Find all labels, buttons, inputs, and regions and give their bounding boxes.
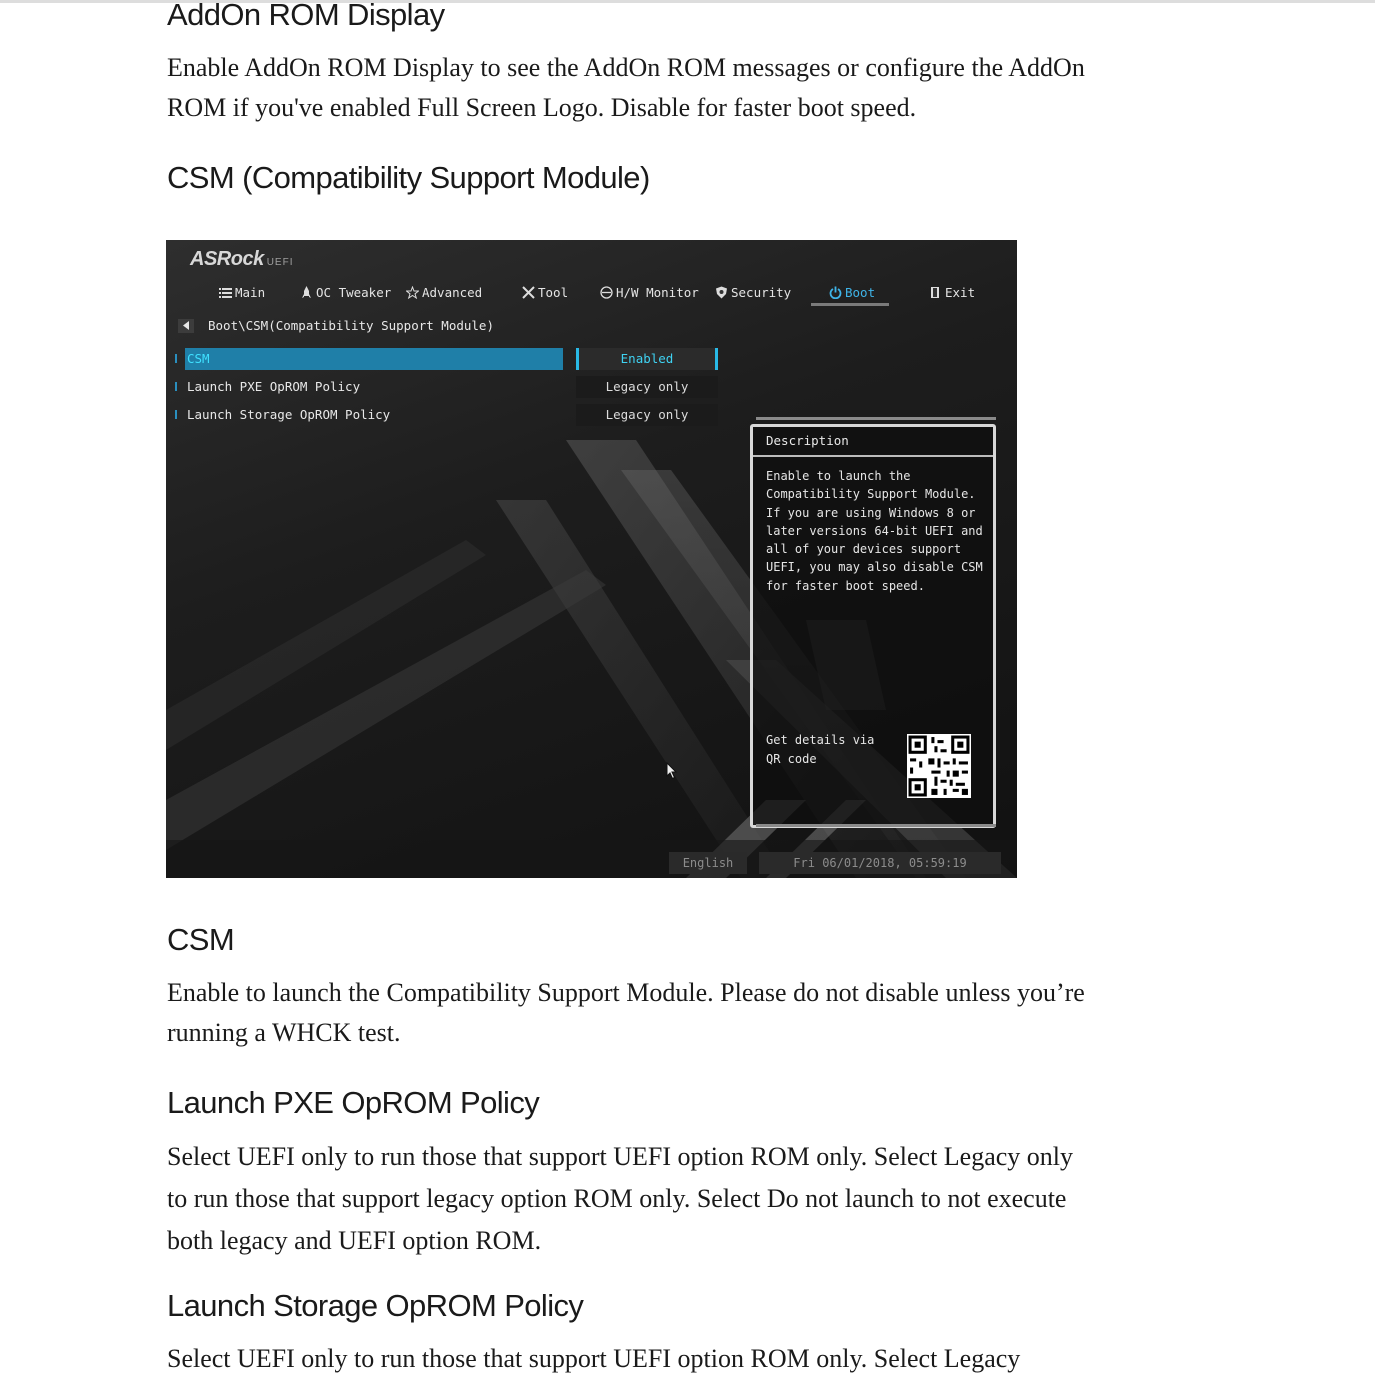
tab-tool[interactable]: [522, 282, 568, 302]
setting-pxe-oprom-value[interactable]: Legacy only: [576, 376, 718, 398]
section-heading-storage-oprom: Launch Storage OpROM Policy: [167, 1288, 584, 1323]
active-tab-indicator: [811, 303, 889, 306]
bios-tab-bar: [166, 282, 1017, 302]
brand-suffix: UEFI: [266, 257, 294, 268]
setting-storage-oprom-value[interactable]: Legacy only: [576, 404, 718, 426]
row-marker: [175, 410, 177, 419]
tab-main[interactable]: [219, 282, 265, 302]
tab-security-label: Security: [731, 284, 792, 300]
tab-exit-label: Exit: [945, 284, 976, 300]
star-icon: [406, 286, 419, 299]
row-marker: [175, 382, 177, 391]
power-icon: [829, 286, 842, 299]
shield-icon: [715, 286, 728, 299]
back-button[interactable]: [178, 319, 194, 333]
tab-boot[interactable]: [829, 282, 875, 302]
tab-security[interactable]: [715, 282, 791, 302]
mouse-cursor-icon: [666, 762, 678, 780]
monitor-icon: [600, 286, 613, 299]
row-marker: [175, 354, 177, 363]
tab-oc-tweaker[interactable]: [300, 282, 391, 302]
section-body-storage-oprom: Select UEFI only to run those that support UEFI option ROM only. Select Legacy: [167, 1344, 1021, 1373]
section-body-addon-rom: Enable AddOn ROM Display to see the AddOn ROM messages or configure the AddOn ROM if you've enabled Full Screen Logo. Disable for faster boot speed.: [167, 53, 1085, 122]
description-frame-top: [756, 417, 996, 420]
tab-boot-label: Boot: [845, 284, 876, 300]
setting-storage-oprom-label[interactable]: Launch Storage OpROM Policy: [187, 407, 391, 422]
description-frame-bottom: [756, 824, 996, 827]
description-title: Description: [766, 433, 849, 448]
rocket-icon: [300, 286, 313, 299]
brand-name: ASRock: [190, 248, 264, 270]
asrock-logo: [190, 248, 293, 271]
bios-screenshot: [166, 240, 1017, 878]
section-body-csm: Enable to launch the Compatibility Support Module. Please do not disable unless you’re running a WHCK test.: [167, 978, 1085, 1047]
breadcrumb-path: Boot\CSM(Compatibility Support Module): [208, 318, 494, 333]
tab-hw-monitor-label: H/W Monitor: [616, 284, 699, 300]
section-heading-csm-module: CSM (Compatibility Support Module): [167, 160, 650, 195]
tab-tool-label: Tool: [538, 284, 569, 300]
description-divider: [753, 455, 993, 457]
section-heading-addon-rom: AddOn ROM Display: [167, 0, 445, 32]
section-heading-pxe-oprom: Launch PXE OpROM Policy: [167, 1085, 540, 1120]
date-time-display: Fri 06/01/2018, 05:59:19: [759, 852, 1001, 874]
tab-advanced-label: Advanced: [422, 284, 483, 300]
breadcrumb: [178, 318, 494, 333]
back-arrow-icon: [182, 321, 190, 330]
tab-hw-monitor[interactable]: [600, 282, 699, 302]
tab-exit[interactable]: [929, 282, 975, 302]
setting-csm-value[interactable]: Enabled: [576, 348, 718, 370]
language-selector[interactable]: English: [669, 852, 747, 874]
exit-icon: [929, 286, 942, 299]
list-icon: [219, 286, 232, 299]
tab-advanced[interactable]: [406, 282, 482, 302]
tab-main-label: Main: [235, 284, 266, 300]
section-body-pxe-oprom: Select UEFI only to run those that support UEFI option ROM only. Select Legacy only to run those that support legacy option ROM only. Select Do not launch to not execute both legacy and UEFI option ROM.: [167, 1142, 1074, 1255]
setting-pxe-oprom-label[interactable]: Launch PXE OpROM Policy: [187, 379, 361, 394]
section-heading-csm: CSM: [167, 922, 235, 957]
tab-oc-tweaker-label: OC Tweaker: [316, 284, 392, 300]
description-text: Enable to launch the Compatibility Support Module. If you are using Windows 8 or later versions 64-bit UEFI and all of your devices support UEFI, you may also disable CSM for faster boot speed.: [766, 469, 983, 593]
qr-caption: Get details via QR code: [766, 733, 875, 766]
tools-icon: [522, 286, 535, 299]
description-panel: [750, 424, 996, 828]
qr-code-icon[interactable]: [907, 734, 971, 798]
setting-csm-label[interactable]: CSM: [185, 348, 563, 370]
